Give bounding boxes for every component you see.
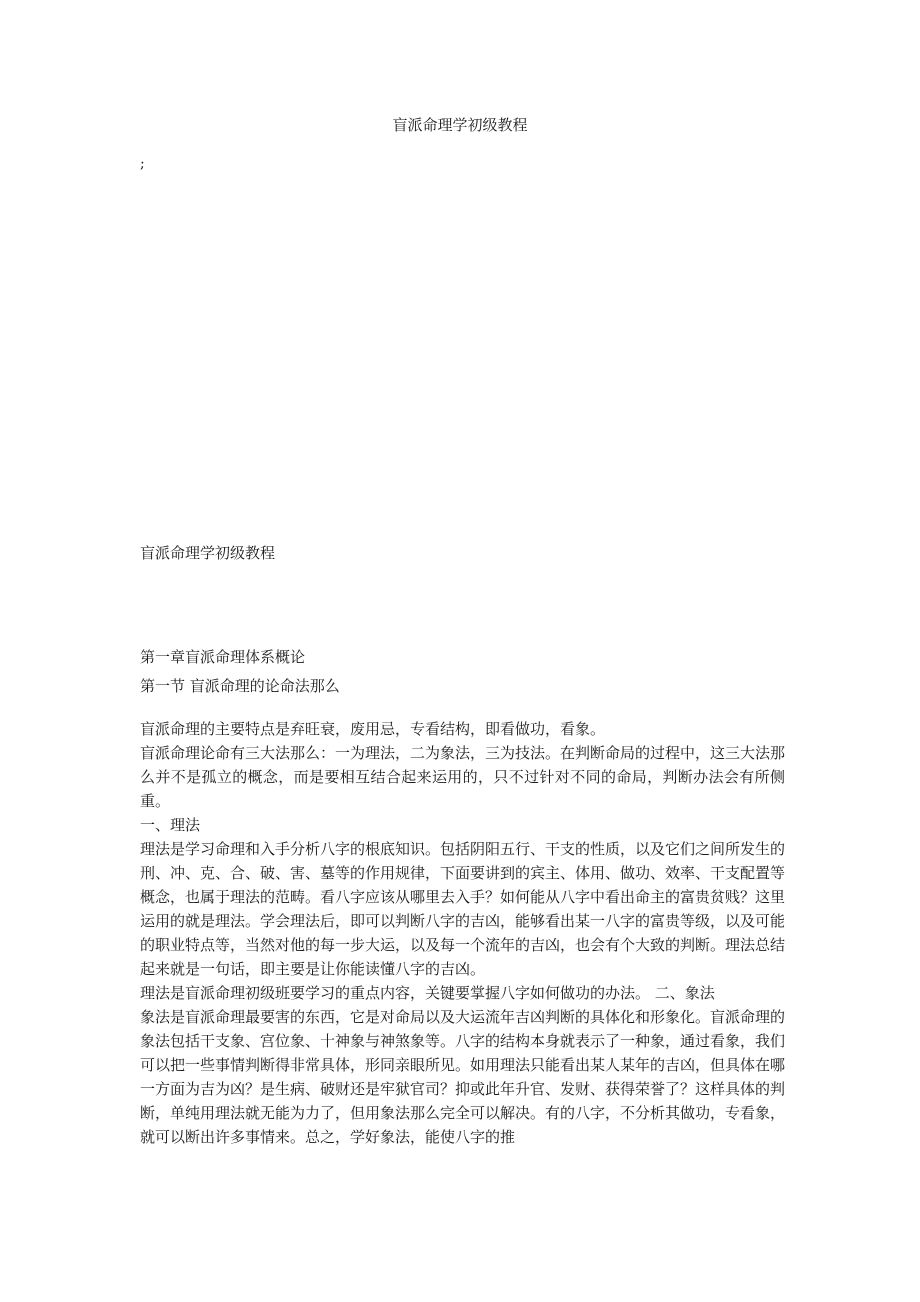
document-title: 盲派命理学初级教程 <box>140 544 276 562</box>
paragraph-intro: 盲派命理的主要特点是弃旺衰，废用忌，专看结构，即看做功，看象。 <box>140 720 606 738</box>
paragraph-lifa-summary: 理法是盲派命理初级班要学习的重点内容，关键要掌握八字如何做功的办法。 二、象法 <box>140 984 715 1002</box>
paragraph-lifa-description: 理法是学习命理和入手分析八字的根底知识。包括阴阳五行、干支的性质，以及它们之间所发生的刑、冲、克、合、破、害、墓等的作用规律，下面要讲到的宾主、体用、做功、效率、干支配置等概念，也属于理法的范畴。看八字应该从哪里去入手？如何能从八字中看出命主的富贵贫贱？这里运用的就是理法。学会理法后，即可以判断八字的吉凶，能够看出某一八字的富贵等级，以及可能的职业特点等，当然对他的每一步大运，以及每一个流年的吉凶，也会有个大致的判断。理法总结起来就是一句话，即主要是让你能读懂八字的吉凶。 <box>140 840 786 978</box>
body-text <box>140 717 785 1149</box>
paragraph-xiangfa-description: 象法是盲派命理最要害的东西，它是对命局以及大运流年吉凶判断的具体化和形象化。盲派命理的象法包括干支象、宫位象、十神象与神煞象等。八字的结构本身就表示了一种象，通过看象，我们可以把一些事情判断得非常具体，形同亲眼所见。如用理法只能看出某人某年的吉凶，但具体在哪一方面为吉为凶？是生病、破财还是牢狱官司？抑或此年升官、发财、获得荣誉了？这样具体的判断，单纯用理法就无能为力了，但用象法那么完全可以解决。有的八字，不分析其做功，专看象，就可以断出许多事情来。总之，学好象法，能使八字的推 <box>140 1008 786 1146</box>
chapter-heading: 第一章盲派命理体系概论 <box>140 648 306 666</box>
page-header-title: 盲派命理学初级教程 <box>392 116 528 134</box>
subheading-lifa: 一、理法 <box>140 816 201 834</box>
section-heading: 第一节 盲派命理的论命法那么 <box>140 677 340 695</box>
stray-semicolon: ; <box>140 156 145 172</box>
paragraph-three-methods: 盲派命理论命有三大法那么：一为理法，二为象法，三为技法。在判断命局的过程中，这三大法那么并不是孤立的概念，而是要相互结合起来运用的，只不过针对不同的命局，判断办法会有所侧重。 <box>140 744 786 810</box>
